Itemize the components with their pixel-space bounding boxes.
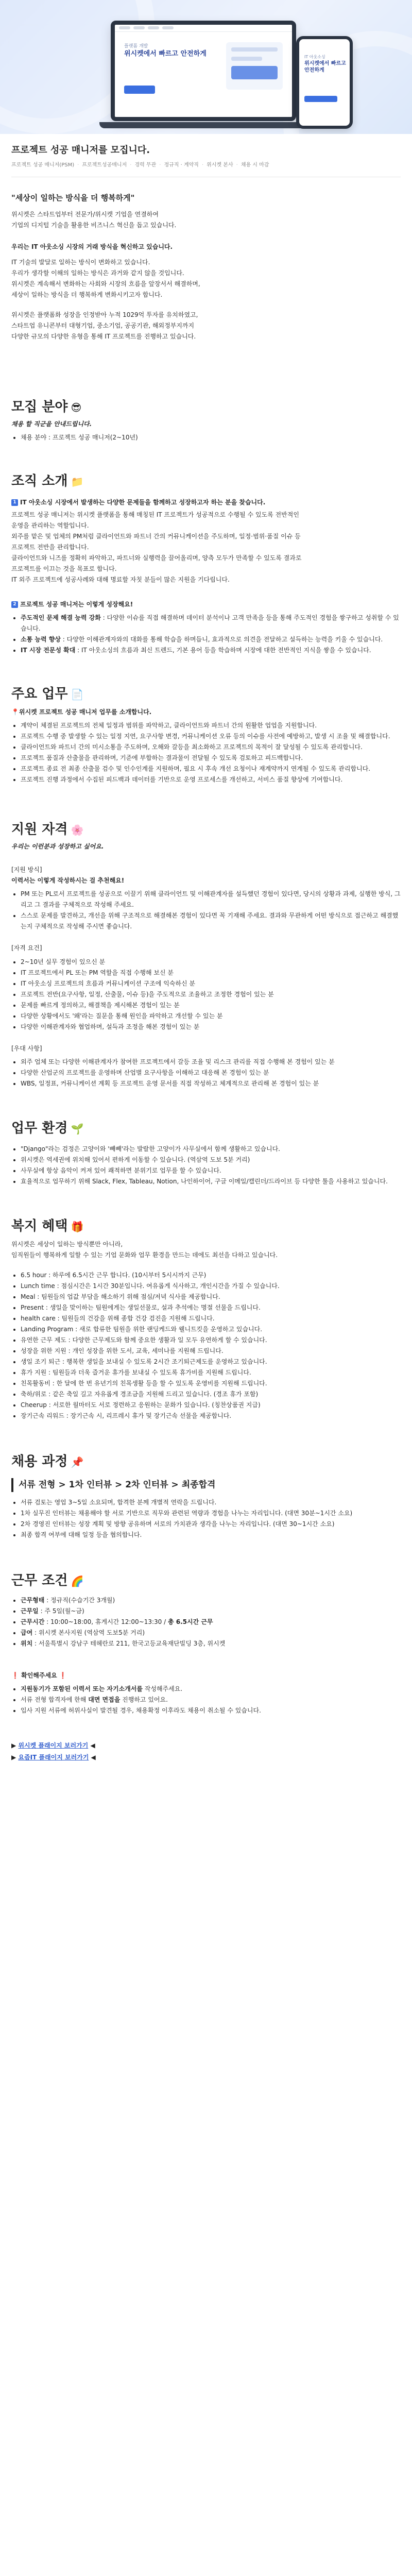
list-item: • 축하/위로 : 같은 축일 길고 자유롭게 경조금을 지원해 드리고 있습니다. (경조 휴가 포함) <box>21 1389 401 1400</box>
list-item: • Lunch time : 점심시간은 1시간 30분입니다. 여유롭게 식사하고, 개인시간을 가질 수 있습니다. <box>21 1281 401 1292</box>
list-item: • 프로젝트 전반(요구사항, 일정, 산출물, 이슈 등)을 주도적으로 조율하고 조정한 경험이 있는 분 <box>21 989 401 1000</box>
term-key: 근무일 <box>21 1607 39 1615</box>
org-growth-heading <box>11 600 401 609</box>
number-1-icon: 1 <box>11 499 18 506</box>
confirm-text: 입사 지원 서류에 허위사실이 발견될 경우, 채용확정 이후라도 채용이 취소될 수 있습니다. <box>21 1707 261 1715</box>
list-item: • 2차 경영진 인터뷰는 성장 계획 및 방향 공유하며 서로의 가치관과 생각을 나누는 자리입니다. (대면 30~1시간 소요) <box>21 1519 401 1530</box>
list-item: • Cheerup : 서로한 월마터도 서로 정련하고 응원하는 문화가 있습니다. (칭찬상품권 지급) <box>21 1400 401 1411</box>
list-item: • 외주 업체 또는 다양한 이해관계자가 참여한 프로젝트에서 갈등 조율 및 리스크 관리를 직접 수행해 본 경험이 있는 분 <box>21 1057 401 1067</box>
list-item <box>21 1617 401 1628</box>
gift-icon: 🎁 <box>71 1220 84 1233</box>
term-value: : 서울특별시 강남구 테헤란로 211, 한국고등교육재단빌딩 3층, 위시켓 <box>32 1640 226 1648</box>
list-item <box>21 1684 401 1694</box>
folder-icon: 📁 <box>71 475 84 488</box>
list-item: • 스스로 문제를 발견하고, 개선을 위해 구조적으로 해결해본 경험이 있다면 꼭 기재해 주세요. 결과와 무관하게 어떤 방식으로 접근하고 해결했는지 구체적으로 작성해 주시면 좋습니다. <box>21 910 401 932</box>
list-item: • 휴가 지원 : 팀원들과 더욱 즐거운 휴가를 보내실 수 있도록 휴가비를 지원해 드립니다. <box>21 1367 401 1378</box>
list-item: • 생일 조기 퇴근 : 행복한 생일을 보내실 수 있도록 2시간 조기퇴근제도를 운영하고 있습니다. <box>21 1357 401 1367</box>
org-growth-list <box>11 613 401 656</box>
recruit-subtitle: 채용 할 직군을 안내드립니다. <box>11 420 92 428</box>
laptop-nav <box>115 25 292 32</box>
list-item: • 다양한 이해관계자와 협업하며, 설득과 조정을 해본 경험이 있는 분 <box>21 1022 401 1032</box>
recruit-heading <box>11 399 401 416</box>
pushpin-icon: 📌 <box>71 1456 84 1469</box>
list-item: • Present : 생일을 맞이하는 팀원에게는 생일선물로, 설과 추석에는 명절 선물을 드립니다. <box>21 1302 401 1313</box>
item-lead: IT 시장 전문성 확대 <box>21 647 76 654</box>
text-line: 프로젝트를 이끄는 것을 목표로 합니다. <box>11 565 117 572</box>
term-key: 근무형태 <box>21 1597 45 1604</box>
breadcrumb-separator: · <box>159 162 161 168</box>
list-item: • 1차 실무진 인터뷰는 채용해야 할 서로 기반으로 직무와 관련된 역량과 경험을 나누는 자리입니다. (대면 30분~1시간 소요) <box>21 1508 401 1519</box>
sunglasses-icon: 😎 <box>71 401 82 414</box>
confirm-bold: 대면 면접을 <box>88 1696 121 1704</box>
list-item <box>21 1595 401 1606</box>
process-heading <box>11 1453 401 1471</box>
list-item: • 계약이 체결된 프로젝트의 전체 일정과 범위를 파악하고, 클라이언트와 파트너 간의 원활한 업업을 지원합니다. <box>21 720 401 731</box>
flower-icon: 🌸 <box>71 824 84 837</box>
qual-group-title: [우대 사항] <box>11 1044 42 1052</box>
point-left-icon: ◀ <box>89 1754 96 1761</box>
laptop-subtitle: 플랫폼 개발 <box>124 44 148 49</box>
list-item: • 2~10년 실무 경험이 있으신 분 <box>21 957 401 968</box>
list-item <box>21 1606 401 1617</box>
yozm-it-page-link[interactable]: 요즘IT 플래이지 보러가기 <box>18 1754 89 1761</box>
text-line: 운영을 관리하는 역할입니다. <box>11 521 89 529</box>
confirm-text: 서류 전형 합격자에 한해 <box>21 1696 89 1704</box>
pin-icon: 📍 <box>11 708 19 716</box>
org-heading <box>11 473 401 490</box>
text-line: 프로젝트 성공 매니저는 위시켓 플랫폼을 통해 매칭된 IT 프로젝트가 성공적으로 수행될 수 있도록 전반적인 <box>11 511 299 518</box>
rainbow-icon: 🌈 <box>71 1575 84 1588</box>
list-item <box>21 1705 401 1716</box>
text-line: IT 기술의 발달로 일하는 방식이 변화하고 있습니다. <box>11 258 150 266</box>
org-heading-text: 조직 소개 <box>11 473 68 489</box>
item-lead: 주도적인 문제 해결 능력 강화 <box>21 614 101 622</box>
breadcrumb-separator: · <box>236 162 238 168</box>
text-line: 임직원들이 행복하게 일할 수 있는 기업 문화와 업무 환경을 만드는 데에도 최선을 다하고 있습니다. <box>11 1251 278 1259</box>
text-line: 클라이언트와 니즈를 정확히 파악하고, 파트너와 실행력을 끌어올리며, 양측 모두가 만족할 수 있도록 결과로 <box>11 554 302 562</box>
list-item: • Landing Program : 새로 합류한 팀원을 위한 랜딩케드와 웰니트킷을 운영하고 있습니다. <box>21 1324 401 1335</box>
link-row <box>11 1740 401 1752</box>
breadcrumb-separator: · <box>201 162 204 168</box>
text-line: 위시켓은 플랫폼화 성장을 인정받아 누적 1029억 투자를 유치하였고, <box>11 311 198 318</box>
list-item: • 프로젝트 수행 중 발생할 수 있는 일정 지연, 요구사항 변경, 커뮤니케이션 오류 등의 이슈를 사전에 예방하고, 발생 시 조율 및 해결합니다. <box>21 731 401 742</box>
hero-phone-image <box>296 36 353 129</box>
laptop-cta <box>124 86 155 94</box>
item-text: : 다양한 이해관계자와의 대화를 통해 학습을 하며듭니, 효과적으로 의견을 전달하고 설득하는 능력을 키울 수 있습니다. <box>60 636 383 643</box>
qual-group-title: [자격 요건] <box>11 944 42 952</box>
text-line: 외주를 맡은 및 업체의 PM처럼 클라이언트와 파트너 간의 커뮤니케이션을 주도하며, 일정·범위·품질 이슈 등 <box>11 532 301 540</box>
duties-heading <box>11 686 401 703</box>
intro-paragraph-3 <box>11 257 401 300</box>
recruit-list <box>11 432 401 443</box>
term-value: : 위시켓 본사지원 (역삼역 도보5분 거리) <box>32 1629 145 1637</box>
item-text: : IT 아웃소싱의 흐름과 최신 트렌드, 기본 용어 등을 학습하며 시장에 대한 전반적인 지식을 쌓을 수 있습니다. <box>75 647 371 654</box>
list-item <box>21 645 401 656</box>
text-line: 프로젝트 전반을 관리합니다. <box>11 543 89 551</box>
list-item: • 문제를 빠르게 정의하고, 해결책을 제시해본 경험이 있는 분 <box>21 1000 401 1011</box>
terms-heading-text: 근무 조건 <box>11 1573 68 1589</box>
qual-group-2-list <box>11 957 401 1032</box>
intro-paragraph-1 <box>11 209 401 231</box>
laptop-title: 위시켓에서 빠르고 안전하게 <box>124 50 207 58</box>
point-left-icon: ◀ <box>88 1742 95 1750</box>
document-icon: 📄 <box>71 688 84 701</box>
text-line: IT 외주 프로젝트에 성공사례와 대해 명료할 자칫 분들이 많은 지원을 기다립니다. <box>11 575 230 583</box>
breadcrumb-item[interactable]: 위시켓 본사 <box>207 162 233 168</box>
breadcrumb-item[interactable]: 정규직 · 계약직 <box>164 162 199 168</box>
env-list <box>11 1144 401 1187</box>
play-icon: ▶ <box>11 1754 19 1761</box>
list-item <box>21 1638 401 1649</box>
link-row <box>11 1752 401 1764</box>
org-growth-text: 프로젝트 성공 매니저는 이렇게 성장해요! <box>20 600 133 608</box>
list-item: • health care : 팀원들의 건강을 위해 종합 건강 검진을 지원해 드립니다. <box>21 1313 401 1324</box>
list-item: • 프로젝트 종료 전 최종 산출물 검수 및 인수인계를 지원하며, 필요 시 후속 개선 요청이나 재계약까지 연계될 수 있도록 관리합니다. <box>21 764 401 774</box>
bottom-links <box>11 1740 401 1764</box>
duties-lead-text: 위시켓 프로젝트 성공 매니저 업무를 소개합니다. <box>19 708 152 716</box>
breadcrumb-item[interactable]: 경력 무관 <box>134 162 157 168</box>
list-item: • 유연한 근무 제도 : 다양한 근무제도와 함께 중요한 생활과 일 모두 유연하게 할 수 있습니다. <box>21 1335 401 1346</box>
term-key: 위치 <box>21 1640 33 1648</box>
intro-paragraph-2: 우리는 IT 아웃소싱 시장의 거래 방식을 혁신하고 있습니다. <box>11 243 173 250</box>
list-item: • 서류 검토는 영업 3~5일 소요되며, 합격한 분께 개별적 연락을 드립니다. <box>21 1497 401 1508</box>
qual-group-title: [지원 방식] <box>11 866 42 874</box>
main-content <box>0 143 412 1764</box>
breadcrumb-item[interactable]: 채용 시 마감 <box>241 162 269 168</box>
org-paragraph <box>11 510 401 585</box>
intro-paragraph-4 <box>11 310 401 342</box>
confirm-text: 작성해주세요. <box>142 1685 183 1693</box>
list-item: • 최종 합격 여부에 대해 일정 등을 협의합니다. <box>21 1530 401 1540</box>
list-item: • 다양한 산업군의 프로젝트를 운영하며 산업별 요구사항을 이해하고 대응해 본 경험이 있는 분 <box>21 1067 401 1078</box>
list-item <box>21 613 401 634</box>
hero-laptop-image <box>111 21 296 121</box>
list-item <box>21 634 401 645</box>
list-item: • 효율적으로 업무하기 위해 Slack, Flex, Tableau, Notion, 나인하이어, 구글 이메일/캘린더/드라이브 등 다양한 툴을 사용하고 있습니다. <box>21 1176 401 1187</box>
recruit-heading-text: 모집 분야 <box>11 399 68 415</box>
item-lead: 소통 능력 향상 <box>21 636 61 643</box>
text-line: 다양한 규모의 다양한 유형을 통해 IT 프로젝트를 진행하고 있습니다. <box>11 332 196 340</box>
list-item: • IT 프로젝트에서 PL 또는 PM 역할을 직접 수행해 보신 분 <box>21 968 401 978</box>
duties-heading-text: 주요 업무 <box>11 686 68 702</box>
breadcrumb-item[interactable]: 프로젝트성공매니저 <box>82 162 127 168</box>
terms-heading <box>11 1572 401 1590</box>
list-item: • WBS, 일정표, 커뮤니케이션 계획 등 프로젝트 운영 문서를 직접 작성하고 체계적으로 관리해 본 경험이 있는 분 <box>21 1078 401 1089</box>
welfare-heading <box>11 1218 401 1235</box>
confirm-title: ❗ 확인해주세요 ❗ <box>11 1672 67 1680</box>
process-flow: 서류 전형 > 1차 인터뷰 > 2차 인터뷰 > 최종합격 <box>11 1478 401 1492</box>
list-item: • 클라이언트와 파트너 간의 미시소통을 주도하며, 오해와 갈등을 최소화하고 프로젝트의 목적이 잘 달성될 수 있도록 관리합니다. <box>21 742 401 753</box>
process-heading-text: 채용 과정 <box>11 1454 68 1470</box>
process-list <box>11 1497 401 1540</box>
text-line: 우리가 생각할 이해의 일하는 방식은 과거와 같지 않을 것입니다. <box>11 269 184 277</box>
term-key: 근무시간 <box>21 1618 45 1626</box>
org-lead <box>11 498 401 507</box>
text-line: 위시켓은 계속해서 변화하는 사회와 시장의 흐름을 앞장서서 해결하며, <box>11 280 200 287</box>
text-line: 기업의 디지털 기술을 활용한 비즈니스 혁신을 돕고 있습니다. <box>11 221 177 229</box>
text-line: 위시켓은 세상이 일하는 방식뿐만 아니라, <box>11 1241 123 1248</box>
term-key: 급여 <box>21 1629 33 1637</box>
env-heading <box>11 1120 401 1138</box>
phone-headline <box>304 55 350 74</box>
terms-list <box>11 1595 401 1649</box>
number-2-icon: 2 <box>11 601 18 608</box>
phone-title: 위시켓에서 빠르고 안전하게 <box>304 60 346 74</box>
confirm-list <box>11 1684 401 1716</box>
list-item: • IT 아웃소싱 프로젝트의 흐름과 커뮤니케이션 구조에 익숙하신 분 <box>21 978 401 989</box>
env-heading-text: 업무 환경 <box>11 1120 68 1136</box>
welfare-heading-text: 복지 혜택 <box>11 1218 68 1234</box>
qual-group-lead: 이력서는 이렇게 작성하시는 걸 추천해요! <box>11 877 125 885</box>
list-item: • 프로젝트 진행 과정에서 수집된 피드백과 데이터를 기반으로 운영 프로세스를 개선하고, 서비스 품질 향상에 기여합니다. <box>21 774 401 785</box>
list-item: • 6.5 hour : 하루에 6.5시간 근무 합니다. (10시부터 5시시까지 근무) <box>21 1270 401 1281</box>
welfare-list <box>11 1270 401 1421</box>
list-item: • "Django"라는 검정은 고양이와 '빼빼'라는 발랄한 고양이가 사무실에서 함께 생활하고 있습니다. <box>21 1144 401 1155</box>
intro-quote: "세상이 일하는 방식을 더 행복하게" <box>11 193 135 202</box>
list-item: • 친목활동비 : 한 달에 한 번 유년기의 친목생활 등을 할 수 있도록 운영비를 지원해 드립니다. <box>21 1378 401 1389</box>
list-item: • 성장을 위한 지원 : 개인 성장을 위한 도서, 교육, 세미나를 지원해 드립니다. <box>21 1346 401 1357</box>
item-text: : 다양한 이슈를 직접 해결하며 데이터 분석이나 고객 만족을 등을 통해 주도적인 경험을 쌓구하고 성취할 수 있습니다. <box>21 614 399 633</box>
qual-heading-text: 지원 자격 <box>11 822 68 838</box>
term-value: : 정규직(수습기간 3개월) <box>44 1597 115 1604</box>
confirm-text: 진행하고 있어요. <box>120 1696 168 1704</box>
qual-subtitle: 우리는 이런분과 성장하고 싶어요. <box>11 842 104 850</box>
term-value: : 주 5일(월~금) <box>38 1607 84 1615</box>
laptop-card <box>226 42 283 90</box>
list-item: • 장기근속 리워드 : 장기근속 시, 리프레시 휴가 및 장기근속 선물을 제공합니다. <box>21 1411 401 1421</box>
welfare-intro <box>11 1239 401 1261</box>
list-item <box>21 1628 401 1638</box>
list-item: • 사무실에 항상 음악이 켜져 있어 쾌적하면 분위기로 업무를 할 수 있습니다. <box>21 1165 401 1176</box>
breadcrumb <box>11 161 401 177</box>
text-line: 세상이 일하는 방식을 더 행복하게 변화시키고자 합니다. <box>11 291 163 298</box>
text-line: 스타트업 유니콘부터 대형기업, 중소기업, 공공기관, 해외정부지까지 <box>11 321 195 329</box>
list-item: • 프로젝트 품질과 산출물을 관리하며, 기준에 부합하는 결과물이 전달될 수 있도록 검토하고 피드백합니다. <box>21 753 401 764</box>
phone-subtitle: IT 아웃소싱 <box>304 55 325 59</box>
qual-group-3-list <box>11 1057 401 1089</box>
term-value-bold: 총 6.5시간 근무 <box>167 1618 213 1626</box>
wishket-page-link[interactable]: 위시켓 플래이지 보러가기 <box>18 1742 89 1750</box>
list-item <box>21 1694 401 1705</box>
hero-banner <box>0 0 412 134</box>
duties-lead <box>11 707 401 717</box>
list-item: • PM 또는 PL로서 프로젝트를 성공으로 이끌기 위해 클라이언트 및 이해관계자를 설득했던 경험이 있다면, 당시의 상황과 과제, 실행한 방식, 그리고 그 결과를 구체적으로 작성해 주세요. <box>21 889 401 910</box>
seedling-icon: 🌱 <box>71 1122 84 1135</box>
laptop-headline <box>124 43 217 59</box>
breadcrumb-item[interactable]: 프로젝트 성공 매니저(PSM) <box>11 162 75 168</box>
list-item: • 채용 분야 : 프로젝트 성공 매니저(2~10년) <box>21 432 401 443</box>
org-lead-text: IT 아웃소싱 시장에서 발생하는 다양한 문제들을 함께하고 성장하고자 하는 분을 찾습니다. <box>20 498 266 506</box>
laptop-base <box>99 122 316 128</box>
list-item: • Meal : 팀원들의 업값 부담을 해소하기 위해 점심/저녁 식사를 제공합니다. <box>21 1292 401 1302</box>
qual-group-1-list <box>11 889 401 932</box>
breadcrumb-separator: · <box>130 162 132 168</box>
term-value: : 10:00~18:00, 휴게시간 12:00~13:30 / <box>44 1618 168 1626</box>
qual-heading <box>11 821 401 839</box>
text-line: 위시켓은 스타트업부터 전문가/위시캣 기업을 연결하여 <box>11 210 159 218</box>
list-item: • 위시켓은 역세권에 위치해 있어서 편하게 이동할 수 있습니다. (역삼역 도보 5분 거리) <box>21 1155 401 1165</box>
duties-list <box>11 720 401 785</box>
page-title: 프로젝트 성공 매니저를 모집니다. <box>11 145 150 156</box>
confirm-bold: 지원동기가 포함된 이력서 또는 자기소개서를 <box>21 1685 143 1693</box>
list-item: • 다양한 상황에서도 '왜'라는 질문을 통해 원인을 파악하고 개선할 수 있는 분 <box>21 1011 401 1022</box>
phone-cta <box>304 96 337 102</box>
breadcrumb-separator: · <box>77 162 79 168</box>
play-icon: ▶ <box>11 1742 19 1750</box>
